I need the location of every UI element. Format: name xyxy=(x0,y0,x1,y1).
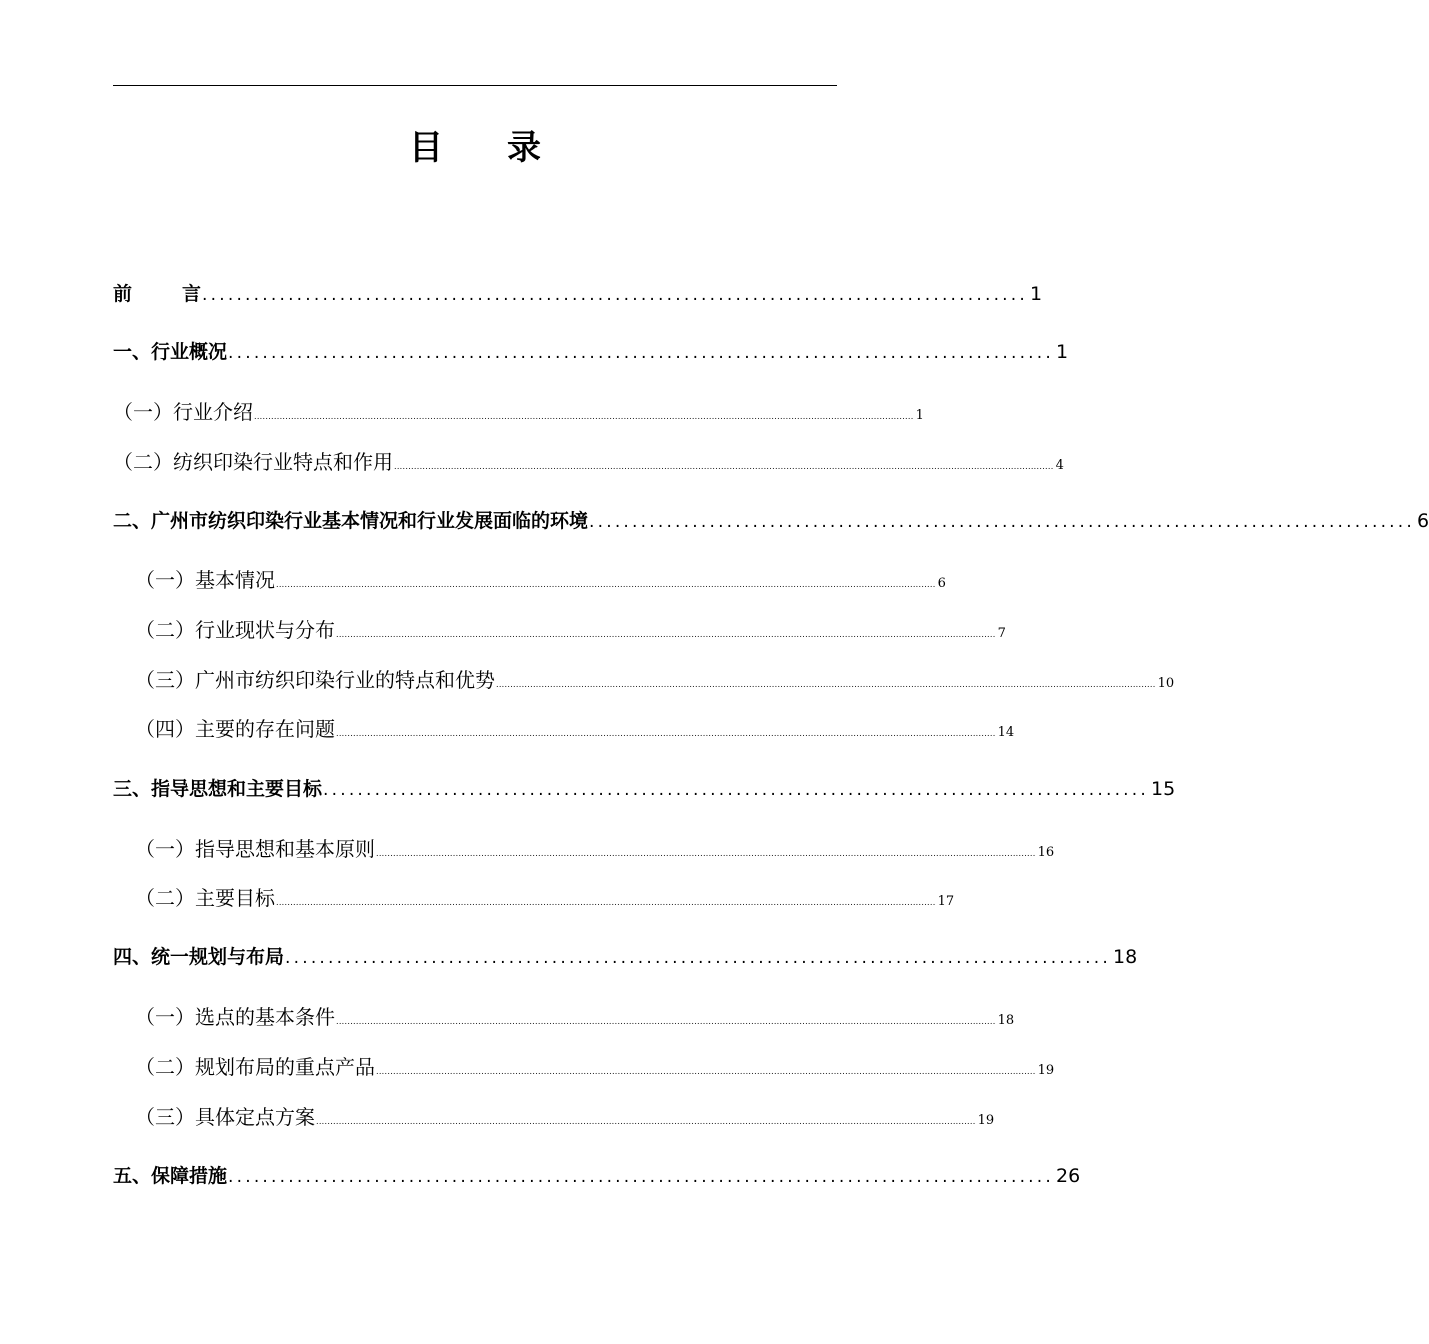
toc-entry-page: 1 xyxy=(1055,341,1069,363)
toc-entry-text: （二）主要目标 xyxy=(135,886,275,910)
toc-entry-text: （二）行业现状与分布 xyxy=(135,618,335,642)
toc-entry-preface[interactable] xyxy=(113,279,1043,309)
toc-title-char-2: 录 xyxy=(507,128,541,168)
dot-leader: ................................................................................................ xyxy=(228,343,1054,363)
header-rule xyxy=(113,85,837,86)
dot-leader: ........................................................................................................................................................................................................................................ xyxy=(336,1017,996,1026)
dot-leader: ........................................................................................................................................................................................................................................ xyxy=(376,1067,1036,1076)
toc-entry-text: （一）基本情况 xyxy=(135,568,275,592)
toc-entry-text xyxy=(113,279,201,309)
dot-leader: ................................................................................................ xyxy=(589,512,1415,532)
toc-entry-text: 二、广州市纺织印染行业基本情况和行业发展面临的环境 xyxy=(113,510,589,532)
toc-entry-text-part: 言 xyxy=(182,283,202,305)
toc-entry-page: 19 xyxy=(977,1113,995,1128)
toc-entry-page: 26 xyxy=(1055,1165,1081,1187)
dot-leader: ........................................................................................................................................................................................................................................ xyxy=(336,729,996,738)
toc-entry-text: 三、指导思想和主要目标 xyxy=(113,778,323,800)
toc-entry-text: （三）广州市纺织印染行业的特点和优势 xyxy=(135,668,495,692)
toc-entry-page: 10 xyxy=(1157,676,1175,691)
dot-leader: ........................................................................................................................................................................................................................................ xyxy=(276,580,936,589)
toc-entry-page: 16 xyxy=(1037,845,1055,860)
toc-entry-page: 1 xyxy=(1030,283,1043,305)
dot-leader: ................................................................................................ xyxy=(202,285,1028,305)
dot-leader: ........................................................................................................................................................................................................................................ xyxy=(376,849,1036,858)
toc-entry-text-part: 前 xyxy=(113,283,133,305)
toc-entry-page: 4 xyxy=(1055,458,1064,473)
toc-entry-text: （四）主要的存在问题 xyxy=(135,717,335,741)
dot-leader: ................................................................................................ xyxy=(323,780,1149,800)
toc-entry-text: （一）指导思想和基本原则 xyxy=(135,837,375,861)
toc-entry-text: （一）行业介绍 xyxy=(113,400,253,424)
toc-entry-subsection[interactable] xyxy=(135,834,1055,864)
toc-entry-subsection[interactable] xyxy=(135,1052,1055,1082)
toc-title xyxy=(0,126,950,170)
toc-entry-page: 1 xyxy=(915,408,924,423)
toc-entry-page: 19 xyxy=(1037,1063,1055,1078)
toc-entry-subsection[interactable] xyxy=(135,565,946,595)
toc-entry-page: 7 xyxy=(997,626,1006,641)
toc-entry-subsection[interactable] xyxy=(113,447,1064,477)
toc-entry-text: （三）具体定点方案 xyxy=(135,1105,315,1129)
toc-entry-subsection[interactable] xyxy=(135,883,955,913)
toc-entry-page: 6 xyxy=(937,576,946,591)
toc-entry-page: 18 xyxy=(1112,946,1138,968)
toc-title-char-1: 目 xyxy=(409,128,443,168)
dot-leader: ................................................................................................ xyxy=(285,948,1111,968)
dot-leader: ........................................................................................................................................................................................................................................ xyxy=(276,898,936,907)
toc-entry-text: 四、统一规划与布局 xyxy=(113,946,285,968)
toc-entry-text: 五、保障措施 xyxy=(113,1165,228,1187)
toc-entry-section-5[interactable] xyxy=(113,1161,1081,1191)
toc-entry-page: 17 xyxy=(937,894,955,909)
toc-entry-section-3[interactable] xyxy=(113,774,1176,804)
toc-entry-page: 14 xyxy=(997,725,1015,740)
toc-entry-section-4[interactable] xyxy=(113,942,1138,972)
toc-entry-section-2[interactable] xyxy=(113,506,1429,536)
dot-leader: ........................................................................................................................................................................................................................................ xyxy=(254,412,914,421)
toc-entry-text: 一、行业概况 xyxy=(113,341,228,363)
toc-entry-page: 18 xyxy=(997,1013,1015,1028)
dot-leader: ................................................................................................ xyxy=(228,1167,1054,1187)
toc-entry-text: （一）选点的基本条件 xyxy=(135,1005,335,1029)
dot-leader: ........................................................................................................................................................................................................................................ xyxy=(394,462,1054,471)
toc-entry-text: （二）规划布局的重点产品 xyxy=(135,1055,375,1079)
toc-entry-subsection[interactable] xyxy=(135,1002,1015,1032)
toc-entry-subsection[interactable] xyxy=(135,665,1175,695)
toc-entry-subsection[interactable] xyxy=(135,1102,995,1132)
dot-leader: ........................................................................................................................................................................................................................................ xyxy=(336,630,996,639)
toc-entry-subsection[interactable] xyxy=(113,397,924,427)
toc-entry-page: 15 xyxy=(1150,778,1176,800)
toc-entry-subsection[interactable] xyxy=(135,615,1006,645)
toc-entry-section-1[interactable] xyxy=(113,337,1069,367)
dot-leader: ........................................................................................................................................................................................................................................ xyxy=(316,1117,976,1126)
toc-entry-page: 6 xyxy=(1416,510,1429,532)
toc-entry-subsection[interactable] xyxy=(135,714,1015,744)
dot-leader: ........................................................................................................................................................................................................................................ xyxy=(496,680,1156,689)
toc-entry-text: （二）纺织印染行业特点和作用 xyxy=(113,450,393,474)
